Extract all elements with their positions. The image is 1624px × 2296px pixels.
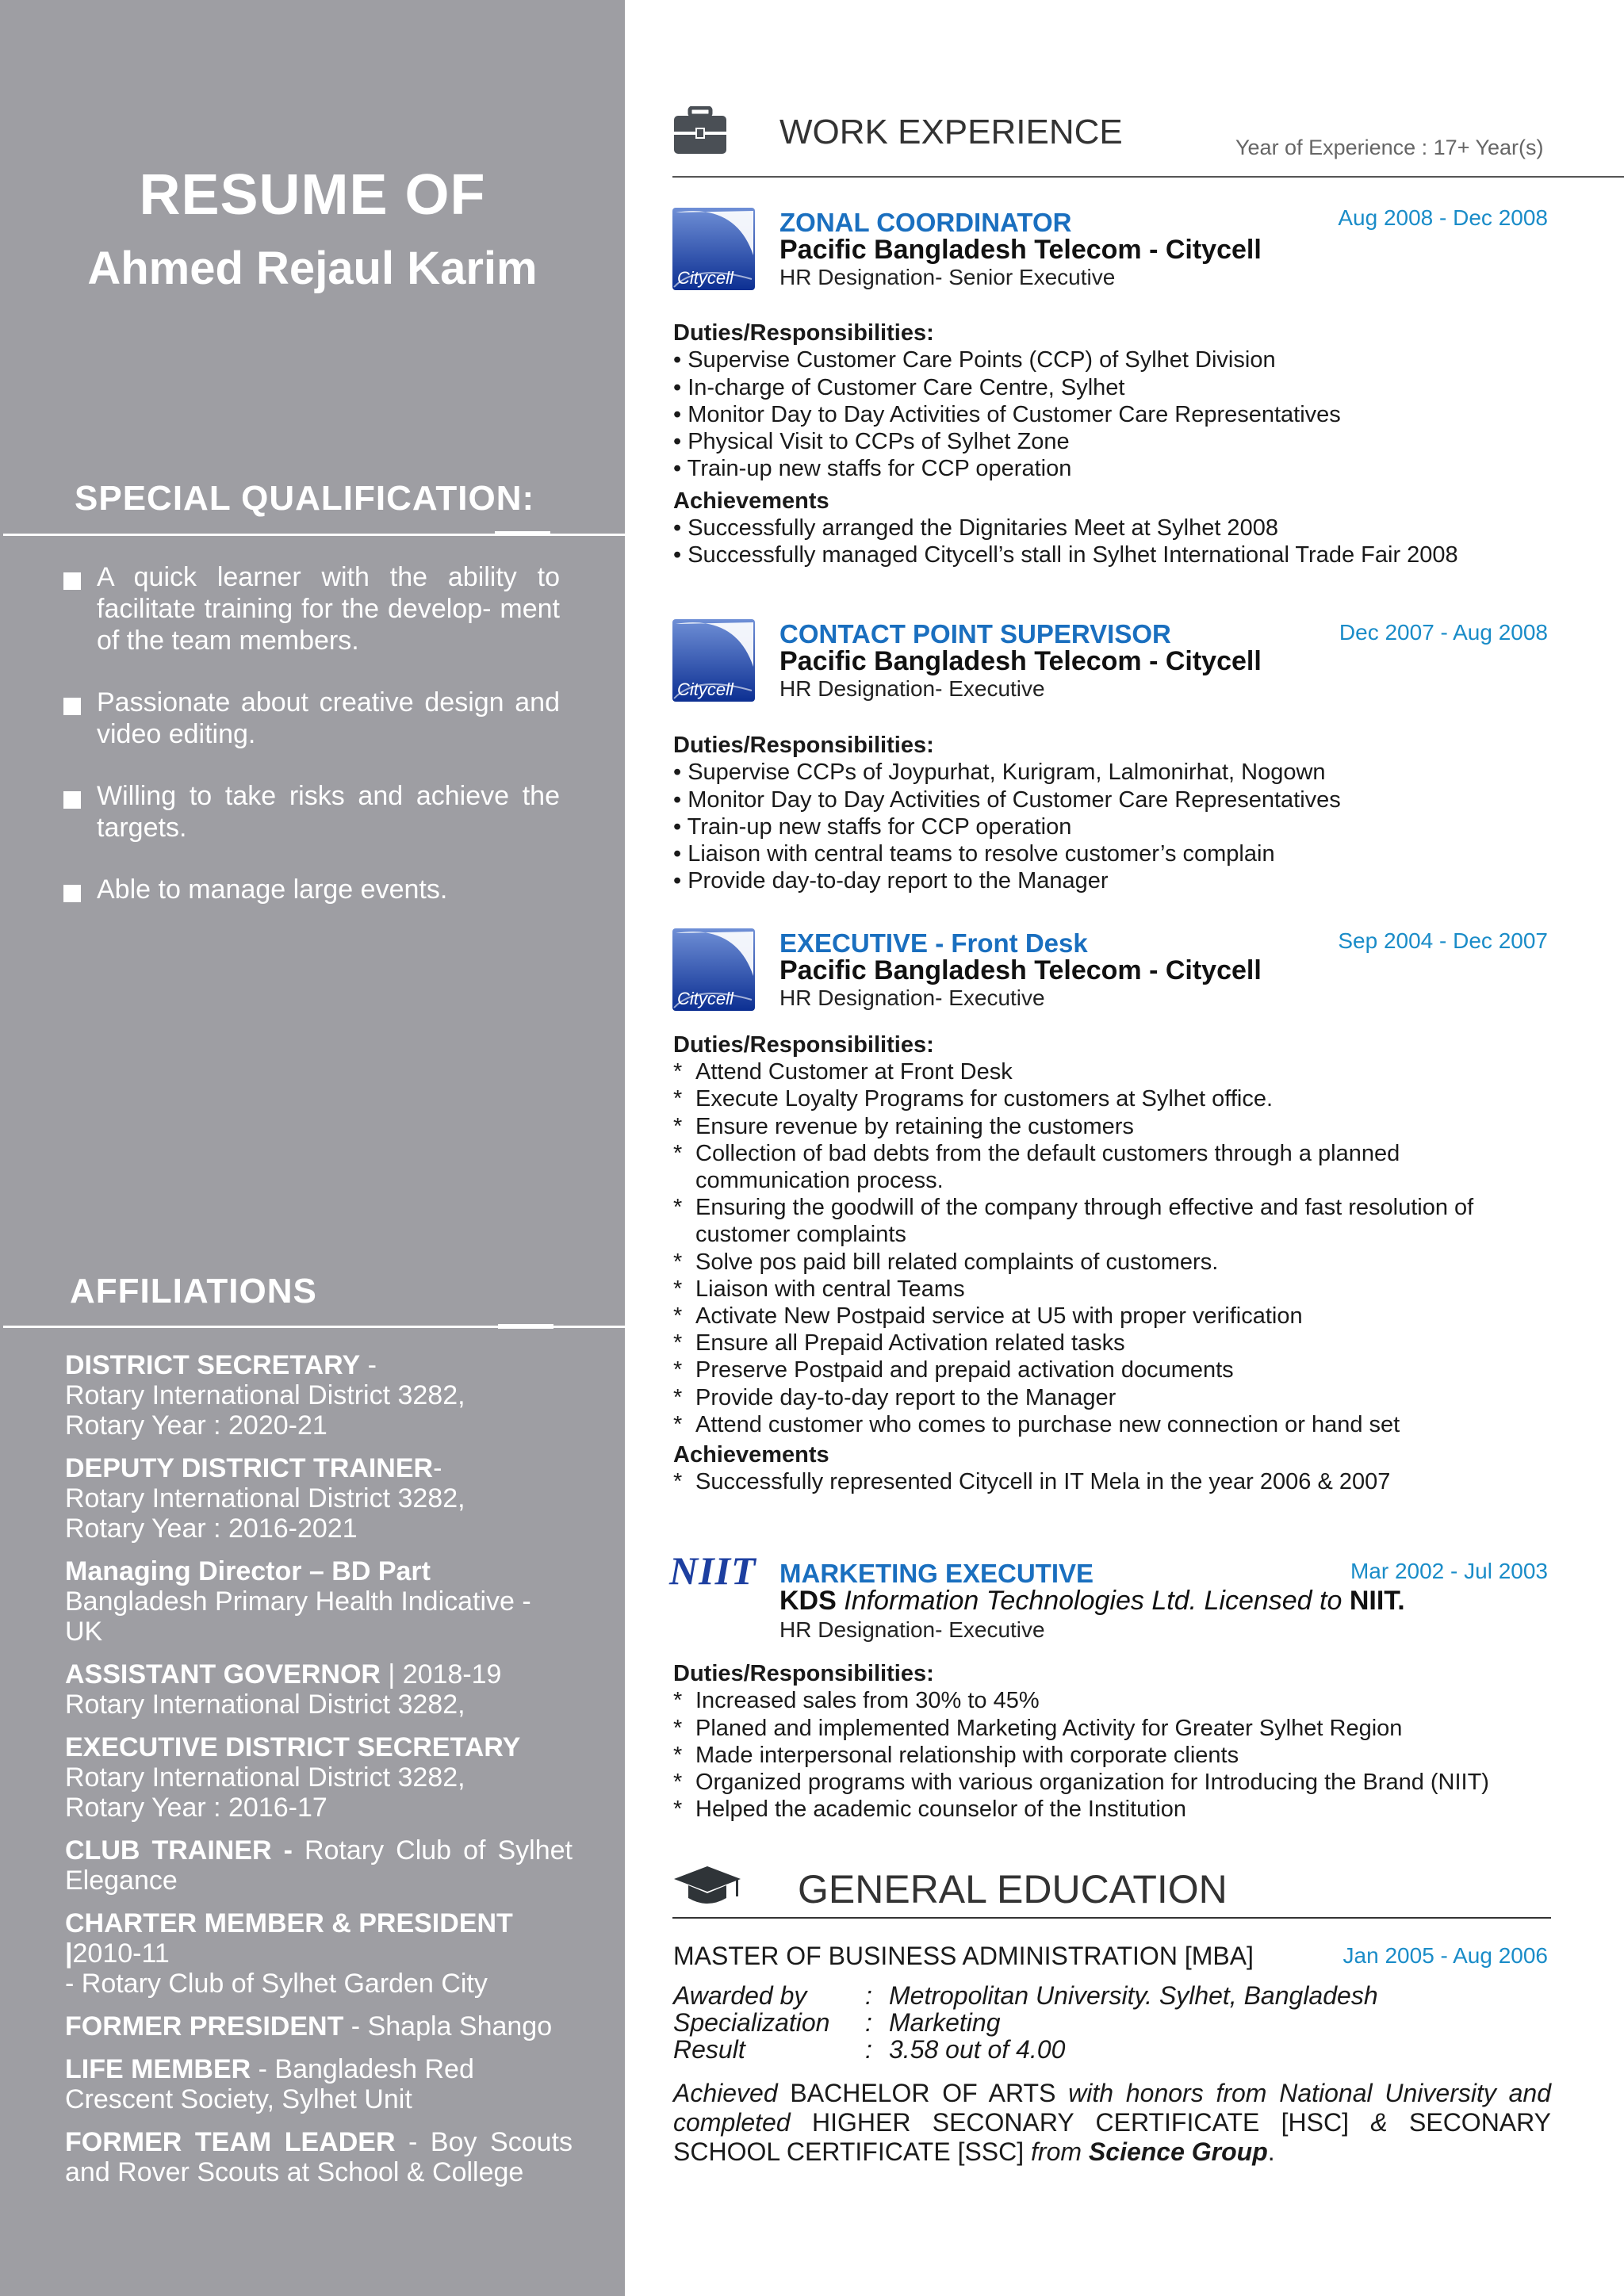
affiliation-detail: - [433, 1453, 442, 1483]
education-date: Jan 2005 - Aug 2006 [1342, 1943, 1548, 1968]
affiliation-detail: Rotary Club of Sylhet [304, 1835, 573, 1866]
affiliation-line: Rotary International District 3282, [65, 1689, 465, 1720]
asterisk-bullet-icon: * [673, 1059, 683, 1085]
colon: : [865, 1981, 872, 2010]
job-designation: HR Designation- Executive [779, 985, 1045, 1010]
degree-detail-row [673, 2036, 1551, 2063]
degree-detail-row [673, 1982, 1551, 2009]
list-item: • Train-up new staffs for CCP operation [673, 813, 1072, 840]
achievements-heading: Achievements [673, 488, 829, 514]
duties-heading: Duties/Responsibilities: [673, 320, 934, 346]
citycell-logo [672, 928, 755, 1011]
list-item: • Train-up new staffs for CCP operation [673, 456, 1072, 482]
affiliation-title: FORMER PRESIDENT [65, 2011, 344, 2042]
work-experience-rule [672, 176, 1624, 178]
years-of-experience: Year of Experience : 17+ Year(s) [1235, 136, 1544, 159]
rule-tab [498, 1324, 553, 1329]
asterisk-bullet-icon: * [673, 1715, 683, 1741]
svg-text:Citycell: Citycell [677, 679, 733, 699]
affiliation-line: Rotary Year : 2016-17 [65, 1793, 327, 1823]
job-details [673, 1031, 1553, 1495]
job-title: EXECUTIVE - Front Desk [779, 928, 1088, 958]
list-item: • Supervise CCPs of Joypurhat, Kurigram, Lalmonirhat, Nogown [673, 760, 1326, 786]
degree-detail-value: Metropolitan University. Sylhet, Bangladesh [889, 1981, 1378, 2010]
svg-text:Citycell: Citycell [677, 989, 733, 1008]
asterisk-bullet-icon: * [673, 1086, 683, 1112]
job-date: Sep 2004 - Dec 2007 [1338, 928, 1548, 953]
job-company: KDS Information Technologies Ltd. Licensed to NIIT. [779, 1586, 1405, 1616]
education-rule [672, 1917, 1551, 1919]
asterisk-bullet-icon: * [673, 1276, 683, 1302]
affiliation-item [65, 2011, 573, 2042]
degree-detail-row [673, 2009, 1551, 2036]
affiliation-detail: - [360, 1350, 377, 1380]
affiliation-detail: - Bangladesh Red [251, 2054, 474, 2084]
list-item: • Monitor Day to Day Activities of Customer Care Representatives [673, 786, 1341, 813]
degree-detail-value: Marketing [889, 2008, 1001, 2037]
list-item: * Collection of bad debts from the default customers through a planned communication process. [673, 1140, 1400, 1194]
asterisk-bullet-icon: * [673, 1249, 683, 1275]
job-title: ZONAL COORDINATOR [779, 208, 1072, 237]
qualification-item: Passionate about creative design and video editing. [63, 687, 560, 750]
affiliation-line: Rotary Year : 2020-21 [65, 1410, 327, 1441]
affiliation-line: - Rotary Club of Sylhet Garden City [65, 1969, 488, 1999]
affiliation-title: DEPUTY DISTRICT TRAINER [65, 1453, 434, 1483]
asterisk-bullet-icon: * [673, 1330, 683, 1357]
affiliation-detail: - Boy Scouts [395, 2127, 573, 2157]
job-title: MARKETING EXECUTIVE [779, 1559, 1094, 1588]
list-item: * Organized programs with various organization for Introducing the Brand (NIIT) [673, 1770, 1489, 1796]
affiliation-line: Rotary International District 3282, [65, 1762, 465, 1793]
list-item: • Physical Visit to CCPs of Sylhet Zone [673, 429, 1070, 455]
degree-details [673, 1982, 1551, 2063]
affiliation-title: CHARTER MEMBER & PRESIDENT | [65, 1908, 513, 1969]
degree-detail-label: Specialization [673, 2008, 830, 2037]
list-item: • In-charge of Customer Care Centre, Sylhet [673, 374, 1125, 400]
affiliation-line: and Rover Scouts at School & College [65, 2157, 524, 2187]
asterisk-bullet-icon: * [673, 1770, 683, 1796]
affiliation-item [65, 1732, 573, 1823]
list-item: • Provide day-to-day report to the Manager [673, 868, 1109, 894]
affiliations-heading: AFFILIATIONS [70, 1272, 317, 1311]
list-item: * Made interpersonal relationship with corporate clients [673, 1742, 1239, 1768]
citycell-logo [672, 208, 755, 290]
asterisk-bullet-icon: * [673, 1797, 683, 1823]
rule-tab [495, 531, 550, 536]
list-item: • Successfully managed Citycell’s stall in Sylhet International Trade Fair 2008 [673, 542, 1458, 568]
graduation-cap-icon [672, 1865, 742, 1906]
affiliation-item [65, 1659, 573, 1720]
qualification-item: Willing to take risks and achieve the targets. [63, 780, 560, 844]
list-item: * Successfully represented Citycell in IT Mela in the year 2006 & 2007 [673, 1469, 1391, 1495]
niit-logo: NIIT [669, 1548, 756, 1593]
list-item: • Successfully arranged the Dignitaries Meet at Sylhet 2008 [673, 515, 1278, 541]
affiliation-detail: | 2018-19 [380, 1659, 502, 1689]
job-designation: HR Designation- Senior Executive [779, 265, 1116, 289]
affiliation-title: DISTRICT SECRETARY [65, 1350, 361, 1380]
asterisk-bullet-icon: * [673, 1411, 683, 1437]
affiliation-detail: - Shapla Shango [343, 2011, 553, 2042]
square-bullet-icon [63, 572, 81, 590]
affiliation-title: Managing Director – BD Part [65, 1556, 431, 1586]
affiliation-line: Rotary International District 3282, [65, 1483, 465, 1513]
asterisk-bullet-icon: * [673, 1140, 683, 1166]
affiliation-title: LIFE MEMBER [65, 2054, 251, 2084]
list-item: • Supervise Customer Care Points (CCP) of Sylhet Division [673, 347, 1276, 373]
list-item: * Attend customer who comes to purchase new connection or hand set [673, 1411, 1400, 1437]
education-heading: GENERAL EDUCATION [798, 1867, 1228, 1911]
list-item: * Liaison with central Teams [673, 1276, 965, 1302]
affiliation-list [65, 1350, 573, 2200]
job-designation: HR Designation- Executive [779, 676, 1045, 701]
job-company: Pacific Bangladesh Telecom - Citycell [779, 235, 1262, 265]
affiliation-title: FORMER TEAM LEADER [65, 2127, 396, 2157]
job-date: Dec 2007 - Aug 2008 [1339, 620, 1548, 645]
square-bullet-icon [63, 698, 81, 715]
asterisk-bullet-icon: * [673, 1469, 683, 1495]
job-details [673, 320, 1569, 569]
job-details [673, 1660, 1569, 1823]
asterisk-bullet-icon: * [673, 1384, 683, 1410]
list-item: * Increased sales from 30% to 45% [673, 1688, 1040, 1714]
affiliation-item [65, 1556, 573, 1647]
job-company: Pacific Bangladesh Telecom - Citycell [779, 646, 1262, 676]
colon: : [865, 2035, 872, 2064]
asterisk-bullet-icon: * [673, 1688, 683, 1714]
list-item: • Monitor Day to Day Activities of Customer Care Representatives [673, 401, 1341, 427]
list-item: * Ensuring the goodwill of the company through effective and fast resolution of customer complaints [673, 1195, 1474, 1248]
list-item: * Solve pos paid bill related complaints of customers. [673, 1249, 1219, 1275]
list-item: * Ensure all Prepaid Activation related tasks [673, 1330, 1125, 1357]
job-date: Aug 2008 - Dec 2008 [1338, 205, 1548, 230]
special-qualification-heading: SPECIAL QUALIFICATION: [75, 479, 535, 518]
list-item: * Preserve Postpaid and prepaid activation documents [673, 1357, 1234, 1383]
list-item: * Provide day-to-day report to the Manager [673, 1384, 1116, 1410]
job-designation: HR Designation- Executive [779, 1617, 1045, 1642]
asterisk-bullet-icon: * [673, 1303, 683, 1330]
affiliation-line: Elegance [65, 1866, 178, 1896]
square-bullet-icon [63, 885, 81, 902]
citycell-logo [672, 619, 755, 702]
svg-text:Citycell: Citycell [677, 268, 733, 288]
affiliation-title: EXECUTIVE DISTRICT SECRETARY [65, 1732, 521, 1762]
duties-heading: Duties/Responsibilities: [673, 733, 934, 758]
list-item: * Activate New Postpaid service at U5 with proper verification [673, 1303, 1303, 1330]
sidebar [0, 0, 625, 2296]
work-experience-heading: WORK EXPERIENCE [779, 113, 1123, 151]
asterisk-bullet-icon: * [673, 1357, 683, 1383]
list-item: * Ensure revenue by retaining the customers [673, 1113, 1134, 1139]
list-item: * Execute Loyalty Programs for customers at Sylhet office. [673, 1086, 1274, 1112]
affiliation-item [65, 2127, 573, 2187]
person-name: Ahmed Rejaul Karim [87, 243, 538, 294]
qualification-list [63, 561, 560, 936]
job-company: Pacific Bangladesh Telecom - Citycell [779, 955, 1262, 985]
education-summary: Achieved BACHELOR OF ARTS with honors from National University and completed HIGHER SECONARY CERTIFICATE [HSC] & SECONARY SCHOOL CERTIFICATE [SSC] from Science Group. [673, 2079, 1552, 2166]
affiliation-item [65, 2054, 573, 2114]
asterisk-bullet-icon: * [673, 1742, 683, 1768]
affiliation-detail: 2010-11 [72, 1938, 170, 1969]
affiliation-title: ASSISTANT GOVERNOR [65, 1659, 381, 1689]
affiliation-item [65, 1835, 573, 1896]
degree-detail-label: Awarded by [673, 1981, 807, 2010]
affiliation-item [65, 1350, 573, 1441]
briefcase-icon [672, 106, 728, 155]
duties-heading: Duties/Responsibilities: [673, 1032, 934, 1058]
asterisk-bullet-icon: * [673, 1113, 683, 1139]
affiliation-line: Rotary Year : 2016-2021 [65, 1513, 358, 1544]
affiliation-line: Rotary International District 3282, [65, 1380, 465, 1410]
job-date: Mar 2002 - Jul 2003 [1350, 1559, 1548, 1583]
affiliation-title: CLUB TRAINER - [65, 1835, 304, 1866]
list-item: * Planed and implemented Marketing Activity for Greater Sylhet Region [673, 1715, 1403, 1741]
affiliation-line: Crescent Society, Sylhet Unit [65, 2084, 412, 2114]
list-item: * Attend Customer at Front Desk [673, 1059, 1013, 1085]
resume-heading: RESUME OF [139, 163, 486, 227]
degree-title: MASTER OF BUSINESS ADMINISTRATION [MBA] [673, 1942, 1254, 1970]
degree-detail-label: Result [673, 2035, 745, 2064]
affiliation-item [65, 1453, 573, 1544]
list-item: • Liaison with central teams to resolve customer’s complain [673, 841, 1275, 867]
qualification-item: A quick learner with the ability to facilitate training for the develop- ment of the team members. [63, 561, 560, 656]
affiliation-line: Bangladesh Primary Health Indicative - UK [65, 1586, 531, 1647]
achievements-heading: Achievements [673, 1442, 829, 1468]
colon: : [865, 2008, 872, 2037]
affiliation-item [65, 1908, 573, 1999]
list-item: * Helped the academic counselor of the Institution [673, 1797, 1187, 1823]
qualification-item: Able to manage large events. [63, 874, 560, 905]
square-bullet-icon [63, 791, 81, 809]
job-details [673, 732, 1569, 895]
duties-heading: Duties/Responsibilities: [673, 1661, 934, 1686]
degree-detail-value: 3.58 out of 4.00 [889, 2035, 1066, 2064]
asterisk-bullet-icon: * [673, 1195, 683, 1221]
job-title: CONTACT POINT SUPERVISOR [779, 619, 1171, 649]
